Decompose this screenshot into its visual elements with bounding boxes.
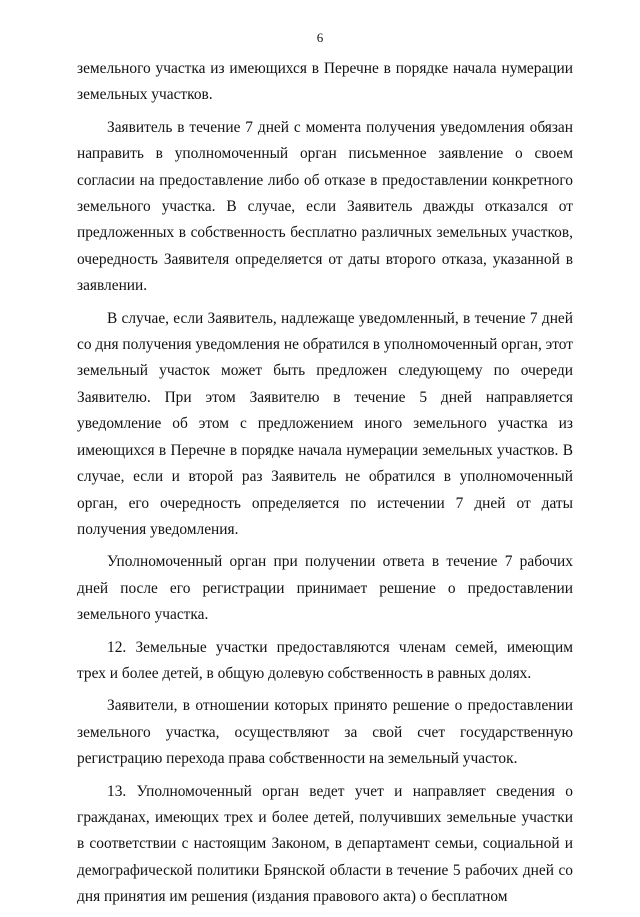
paragraph-item-13: 13. Уполномоченный орган ведет учет и направляет сведения о гражданах, имеющих трех и более детей, получивших земельные участки в соответствии с настоящим Законом, в департамент семьи, социальной и демографической политики Брянской области в течение 5 рабочих дней со дня принятия им решения (издания правового акта) о бесплатном <box>77 782 573 906</box>
document-body <box>77 56 573 917</box>
paragraph-decision: Уполномоченный орган при получении ответа в течение 7 рабочих дней после его регистрации принимает решение о предоставлении земельного участка. <box>77 553 573 624</box>
paragraph-item-12: 12. Земельные участки предоставляются членам семей, имеющим трех и более детей, в общую долевую собственность в равных долях. <box>77 638 573 682</box>
paragraph-applicant-response: Заявитель в течение 7 дней с момента получения уведомления обязан направить в уполномоченный орган письменное заявление о своем согласии на предоставление либо об отказе в предоставлении конкретного земельного участка. В случае, если Заявитель дважды отказался от предложенных в собственность бесплатно различных земельных участков, очередность Заявителя определяется от даты второго отказа, указанной в заявлении. <box>77 118 573 295</box>
paragraph-no-response: В случае, если Заявитель, надлежаще уведомленный, в течение 7 дней со дня получения уведомления не обратился в уполномоченный орган, этот земельный участок может быть предложен следующему по очереди Заявителю. При этом Заявителю в течение 5 дней направляется уведомление об этом с предложением иного земельного участка из имеющихся в Перечне в порядке начала нумерации земельных участков. В случае, если и второй раз Заявитель не обратился в уполномоченный орган, его очередность определяется по истечении 7 дней от даты получения уведомления. <box>77 309 573 538</box>
paragraph-registration: Заявители, в отношении которых принято решение о предоставлении земельного участка, осуществляют за свой счет государственную регистрацию перехода права собственности на земельный участок. <box>77 697 573 768</box>
page-number: 6 <box>316 30 324 45</box>
paragraph-continuation: земельного участка из имеющихся в Перечне в порядке начала нумерации земельных участков. <box>77 60 573 104</box>
